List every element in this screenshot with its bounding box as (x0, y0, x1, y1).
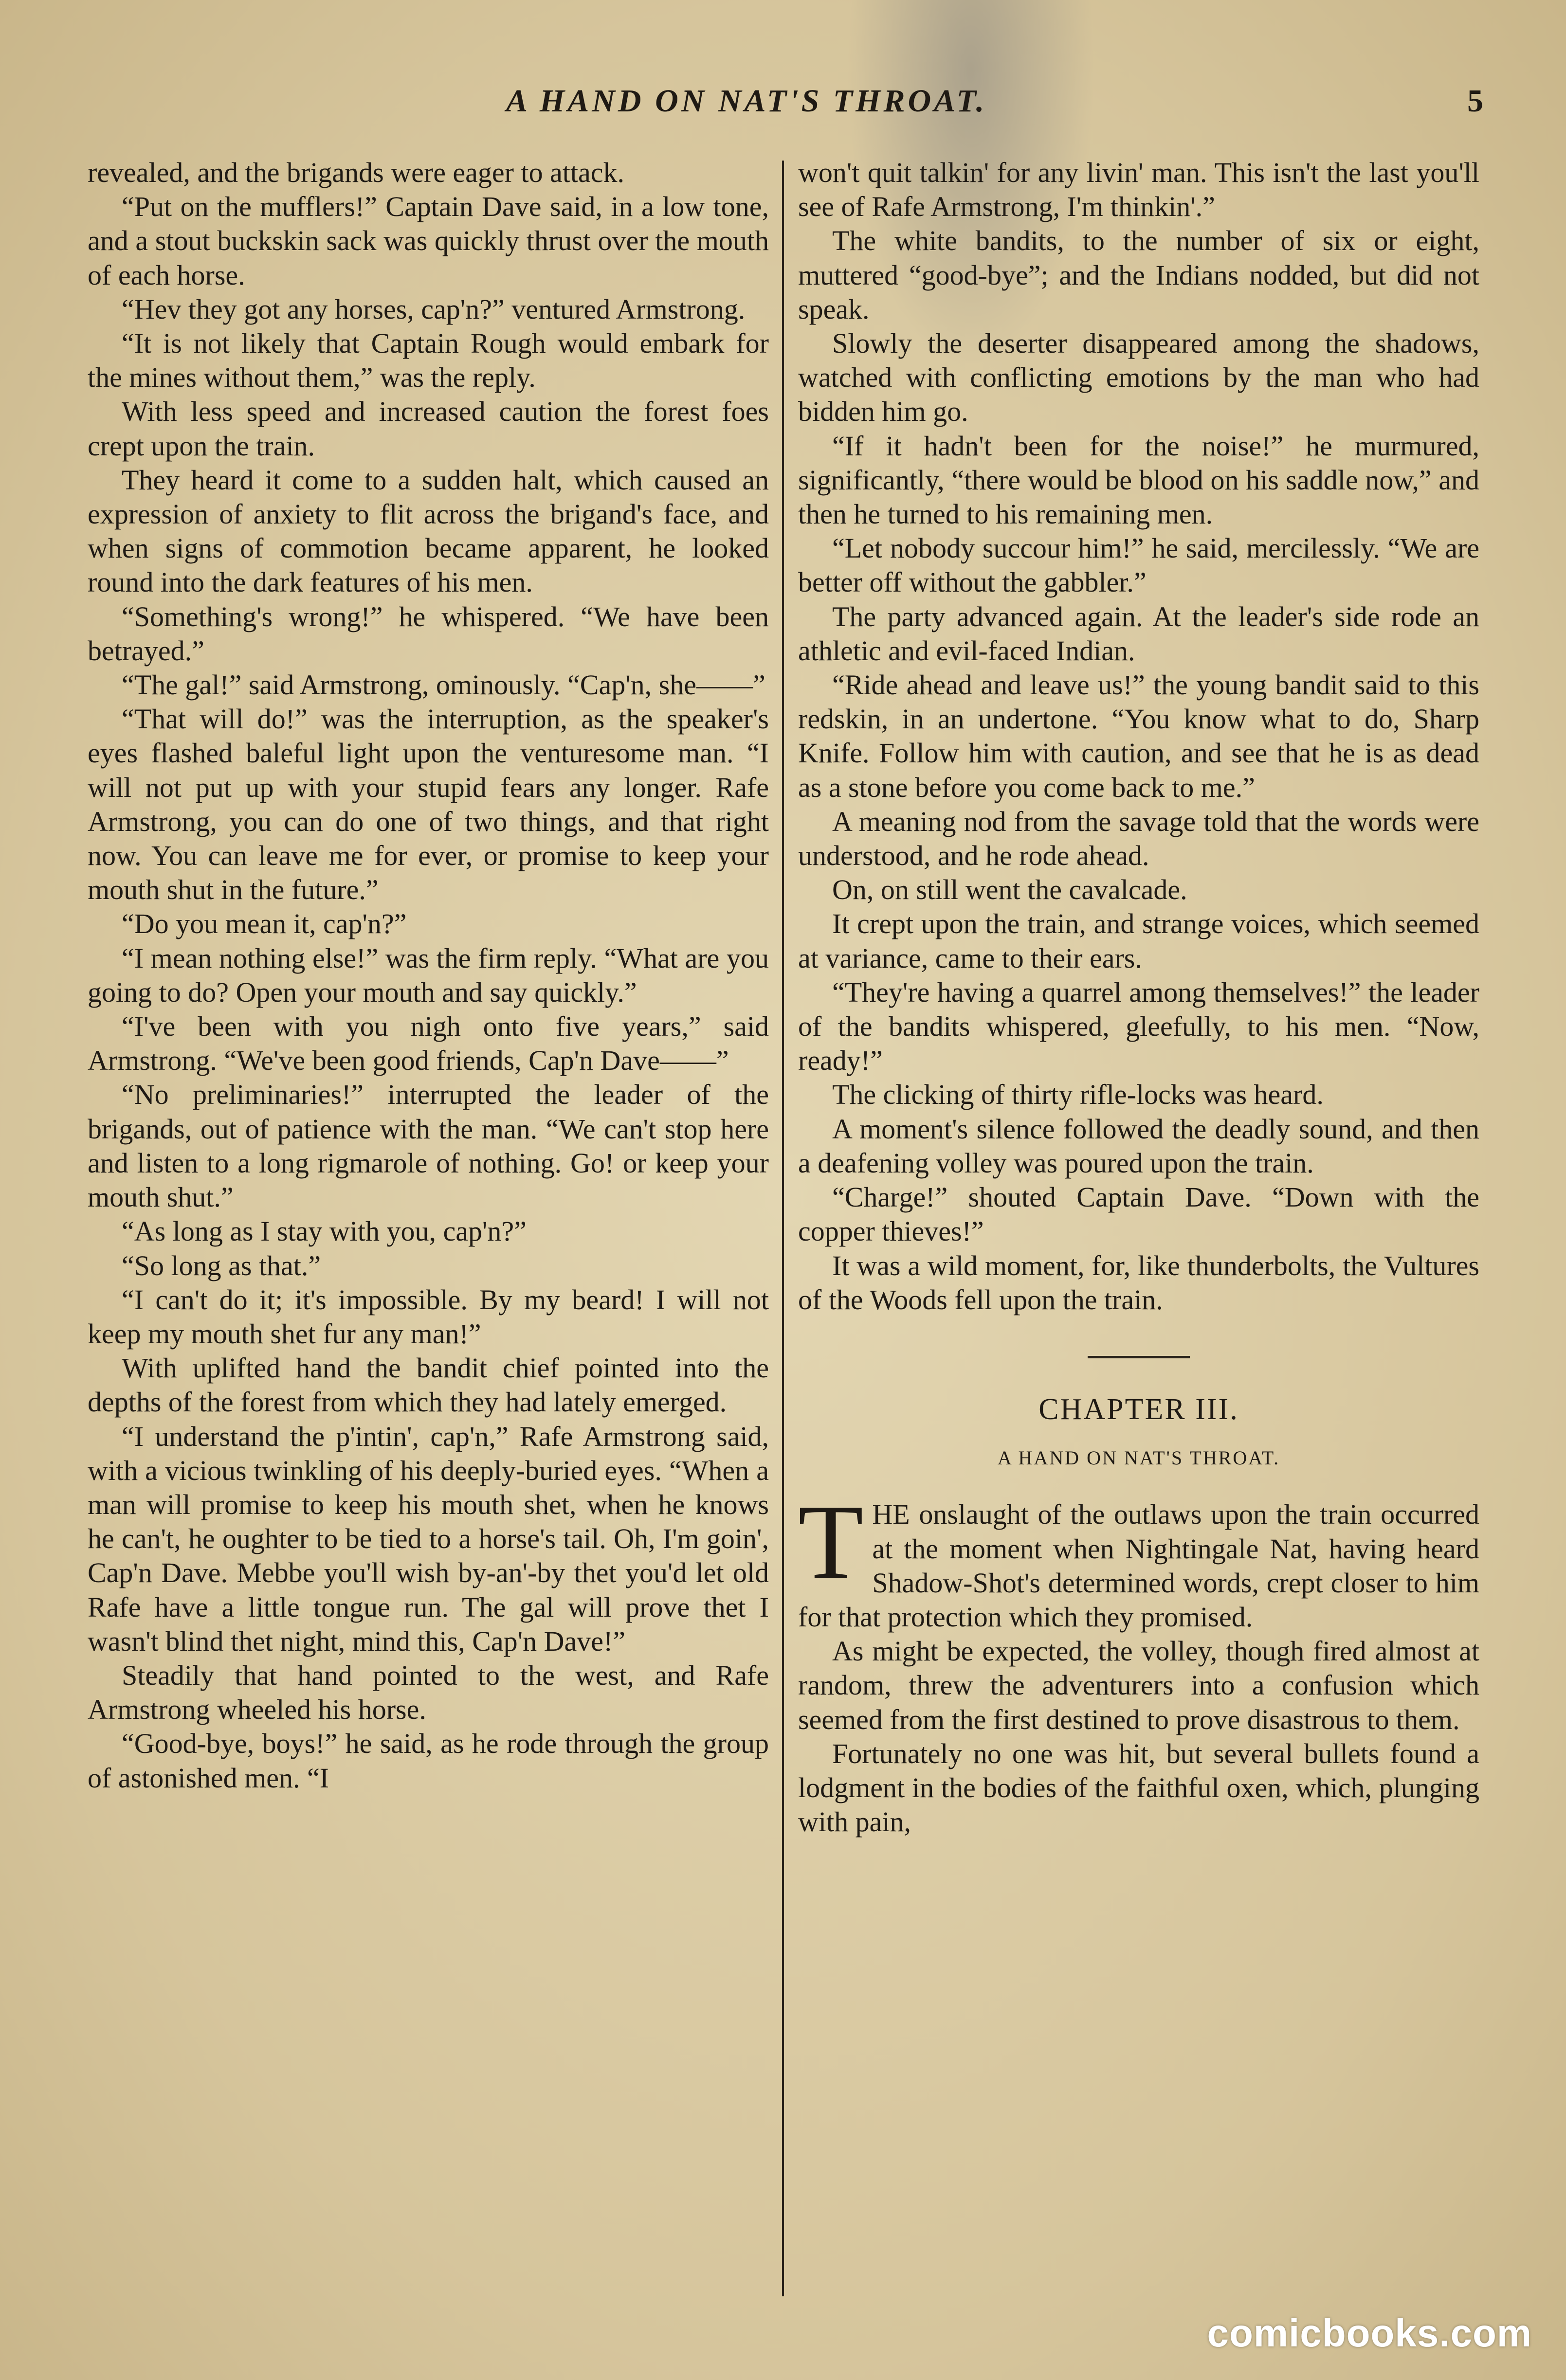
paragraph: The party advanced again. At the leader's side rode an athletic and evil-faced Indian. (798, 600, 1479, 667)
paragraph: “I mean nothing else!” was the firm reply. “What are you going to do? Open your mouth and say quickly.” (88, 942, 769, 1008)
paragraph: They heard it come to a sudden halt, which caused an expression of anxiety to flit across the brigand's face, and when signs of commotion became apparent, he looked round into the dark features of his men. (88, 464, 769, 598)
paragraph: A moment's silence followed the deadly sound, and then a deafening volley was poured upon the train. (798, 1113, 1479, 1179)
paragraph: “I've been with you nigh onto five years,” said Armstrong. “We've been good friends, Cap'n Dave——” (88, 1010, 769, 1077)
paragraph: With uplifted hand the bandit chief pointed into the depths of the forest from which they had lately emerged. (88, 1352, 769, 1418)
paragraph: “Something's wrong!” he whispered. “We have been betrayed.” (88, 600, 769, 667)
paragraph: “Hev they got any horses, cap'n?” ventured Armstrong. (122, 293, 746, 325)
paragraph: “No preliminaries!” interrupted the leader of the brigands, out of patience with the man. “We can't stop here and listen to a long rigmarole of nothing. Go! or keep your mouth shut.” (88, 1079, 769, 1213)
paragraph: It was a wild moment, for, like thunderbolts, the Vultures of the Woods fell upon the train. (798, 1249, 1479, 1316)
drop-cap: T (798, 1482, 864, 1602)
paragraph: revealed, and the brigands were eager to attack. (88, 157, 625, 188)
page-header (0, 83, 1566, 136)
paragraph: “I understand the p'intin', cap'n,” Rafe Armstrong said, with a vicious twinkling of his deeply-buried eyes. “When a man will promise to keep his mouth shet, when he knows he can't, he oughter to be tied to a horse's tail. Oh, I'm goin', Cap'n Dave. Mebbe you'll wish by-an'-by thet you'd let old Rafe have a little tongue run. The gal will prove thet I wasn't blind thet night, mind this, Cap'n Dave!” (88, 1420, 769, 1657)
paragraph: “If it hadn't been for the noise!” he murmured, significantly, “there would be blood on his saddle now,” and then he turned to his remaining men. (798, 430, 1479, 530)
column-divider (782, 161, 784, 2296)
page-number: 5 (1467, 83, 1483, 119)
paragraph: “The gal!” said Armstrong, ominously. “Cap'n, she——” (122, 669, 765, 701)
paragraph: “Good-bye, boys!” he said, as he rode through the group of astonished men. “I (88, 1728, 769, 1794)
paragraph: “As long as I stay with you, cap'n?” (122, 1215, 527, 1247)
running-title: A HAND ON NAT'S THROAT. (506, 83, 987, 119)
right-column (798, 156, 1479, 2296)
chapter-first-paragraph (798, 1482, 1479, 1634)
paragraph: “That will do!” was the interruption, as the speaker's eyes flashed baleful light upon the venturesome man. “I will not put up with your stupid fears any longer. Rafe Armstrong, you can do one of two things, and that right now. You can leave me for ever, or promise to keep your mouth shut in the future.” (88, 703, 769, 906)
paragraph: “Ride ahead and leave us!” the young bandit said to this redskin, in an undertone. “You know what to do, Sharp Knife. Follow him with caution, and see that he is as dead as a stone before you come back to me.” (798, 669, 1479, 803)
paragraph: Steadily that hand pointed to the west, and Rafe Armstrong wheeled his horse. (88, 1659, 769, 1726)
paragraph: “It is not likely that Captain Rough would embark for the mines without them,” was the reply. (88, 327, 769, 394)
paragraph: “Let nobody succour him!” he said, mercilessly. “We are better off without the gabbler.” (798, 532, 1479, 598)
paragraph: With less speed and increased caution the forest foes crept upon the train. (88, 396, 769, 462)
paragraph: A meaning nod from the savage told that the words were understood, and he rode ahead. (798, 805, 1479, 872)
paragraph: “They're having a quarrel among themselves!” the leader of the bandits whispered, gleefully, to his men. “Now, ready!” (798, 976, 1479, 1077)
watermark: comicbooks.com (1207, 2311, 1532, 2355)
section-separator (1088, 1356, 1190, 1358)
paragraph: “Charge!” shouted Captain Dave. “Down with the copper thieves!” (798, 1181, 1479, 1247)
paragraph: won't quit talkin' for any livin' man. This isn't the last you'll see of Rafe Armstrong, I'm thinkin'.” (798, 157, 1479, 223)
paragraph: The white bandits, to the number of six or eight, muttered “good-bye”; and the Indians nodded, but did not speak. (798, 225, 1479, 325)
first-paragraph-text: HE onslaught of the outlaws upon the train occurred at the moment when Nightingale Nat, having heard Shadow-Shot's determined words, crept closer to him for that protection which they promised. (798, 1498, 1479, 1633)
paragraph: “Do you mean it, cap'n?” (122, 908, 407, 940)
paragraph: On, on still went the cavalcade. (832, 874, 1187, 906)
paragraph: It crept upon the train, and strange voices, which seemed at variance, came to their ears. (798, 908, 1479, 974)
chapter-subtitle: A HAND ON NAT'S THROAT. (997, 1447, 1280, 1469)
paragraph: The clicking of thirty rifle-locks was heard. (832, 1079, 1324, 1111)
paragraph: “So long as that.” (122, 1249, 321, 1281)
chapter-title: CHAPTER III. (1038, 1392, 1239, 1426)
paragraph: Slowly the deserter disappeared among the shadows, watched with conflicting emotions by the man who had bidden him go. (798, 327, 1479, 428)
paragraph: As might be expected, the volley, though fired almost at random, threw the adventurers into a confusion which seemed from the first destined to prove disastrous to them. (798, 1635, 1479, 1735)
paragraph: Fortunately no one was hit, but several bullets found a lodgment in the bodies of the faithful oxen, which, plunging with pain, (798, 1737, 1479, 1838)
left-column (88, 156, 769, 2296)
paragraph: “I can't do it; it's impossible. By my beard! I will not keep my mouth shet fur any man!” (88, 1283, 769, 1350)
paragraph: “Put on the mufflers!” Captain Dave said, in a low tone, and a stout buckskin sack was quickly thrust over the mouth of each horse. (88, 191, 769, 291)
